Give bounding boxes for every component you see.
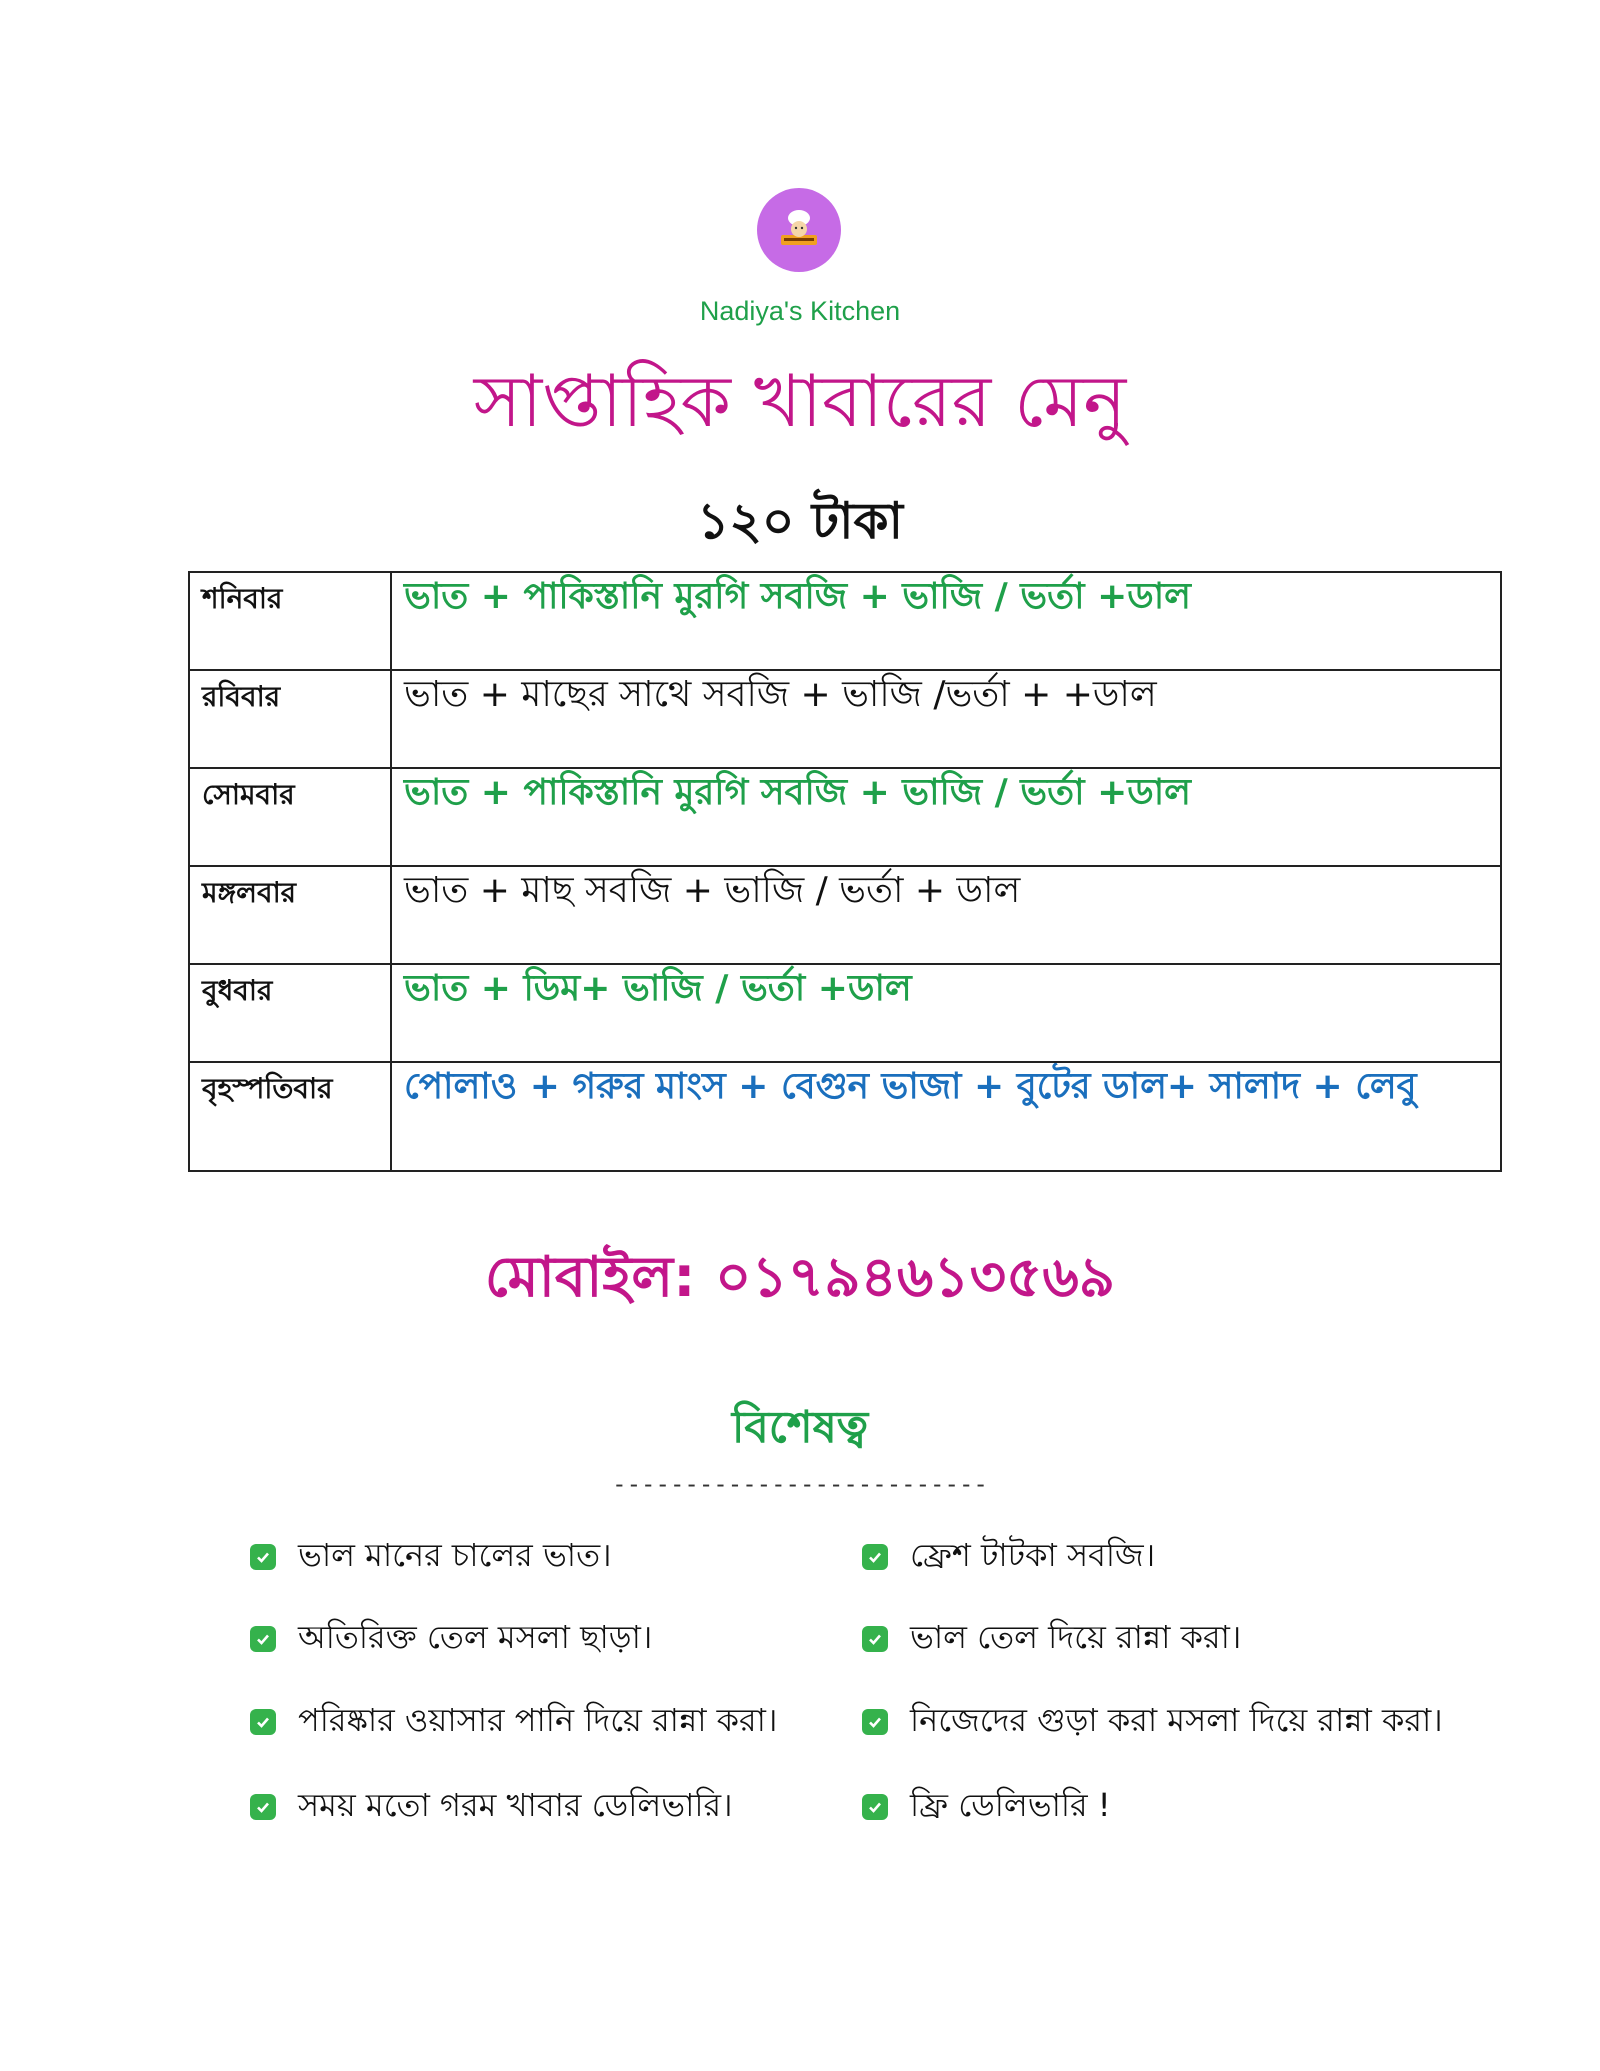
day-cell: রবিবার (189, 670, 391, 768)
check-icon (862, 1794, 888, 1820)
feature-label: অতিরিক্ত তেল মসলা ছাড়া। (298, 1618, 653, 1656)
check-icon (862, 1626, 888, 1652)
feature-item (250, 1612, 652, 1666)
table-row (189, 768, 1501, 866)
dish-cell: ভাত + মাছ সবজি + ভাজি / ভর্তা + ডাল (391, 866, 1501, 964)
feature-label: ফ্রি ডেলিভারি ! (910, 1786, 1111, 1824)
features-title: বিশেষত্ব (731, 1402, 869, 1453)
check-icon (250, 1544, 276, 1570)
logo (757, 188, 841, 272)
table-row (189, 964, 1501, 1062)
dish-cell: পোলাও + গরুর মাংস + বেগুন ভাজা + বুটের ডাল+ সালাদ + লেবু (391, 1062, 1501, 1171)
day-cell: মঙ্গলবার (189, 866, 391, 964)
check-icon (250, 1709, 276, 1735)
feature-label: সময় মতো গরম খাবার ডেলিভারি। (298, 1786, 733, 1824)
mobile-number: মোবাইল: ০১৭৯৪৬১৩৫৬৯ (484, 1245, 1116, 1310)
feature-item (862, 1695, 1443, 1749)
table-row (189, 670, 1501, 768)
dish-cell: ভাত + মাছের সাথে সবজি + ভাজি /ভর্তা + +ডাল (391, 670, 1501, 768)
dish-cell: ভাত + ডিম+ ভাজি / ভর্তা +ডাল (391, 964, 1501, 1062)
divider: -------------------------- (612, 1470, 988, 1498)
feature-item (862, 1780, 1111, 1834)
weekly-menu-table (188, 571, 1502, 1172)
feature-item (862, 1612, 1241, 1666)
feature-item (250, 1530, 612, 1584)
feature-label: ফ্রেশ টাটকা সবজি। (910, 1536, 1156, 1574)
feature-item (250, 1695, 777, 1749)
day-cell: শনিবার (189, 572, 391, 670)
chef-logo-icon (776, 207, 822, 253)
check-icon (862, 1709, 888, 1735)
day-cell: বুধবার (189, 964, 391, 1062)
brand-name: Nadiya's Kitchen (699, 296, 901, 326)
feature-label: ভাল তেল দিয়ে রান্না করা। (910, 1618, 1242, 1656)
table-row (189, 572, 1501, 670)
feature-label: নিজেদের গুড়া করা মসলা দিয়ে রান্না করা। (910, 1701, 1443, 1739)
day-cell: বৃহস্পতিবার (189, 1062, 391, 1171)
feature-item (250, 1780, 733, 1834)
check-icon (250, 1626, 276, 1652)
feature-label: পরিষ্কার ওয়াসার পানি দিয়ে রান্না করা। (298, 1701, 778, 1739)
feature-item (862, 1530, 1155, 1584)
dish-cell: ভাত + পাকিস্তানি মুরগি সবজি + ভাজি / ভর্তা +ডাল (391, 572, 1501, 670)
price: ১২০ টাকা (696, 492, 904, 550)
dish-cell: ভাত + পাকিস্তানি মুরগি সবজি + ভাজি / ভর্তা +ডাল (391, 768, 1501, 866)
feature-label: ভাল মানের চালের ভাত। (298, 1536, 612, 1574)
check-icon (250, 1794, 276, 1820)
table-row (189, 1062, 1501, 1171)
page-title: সাপ্তাহিক খাবারের মেনু (473, 359, 1127, 443)
check-icon (862, 1544, 888, 1570)
day-cell: সোমবার (189, 768, 391, 866)
table-row (189, 866, 1501, 964)
